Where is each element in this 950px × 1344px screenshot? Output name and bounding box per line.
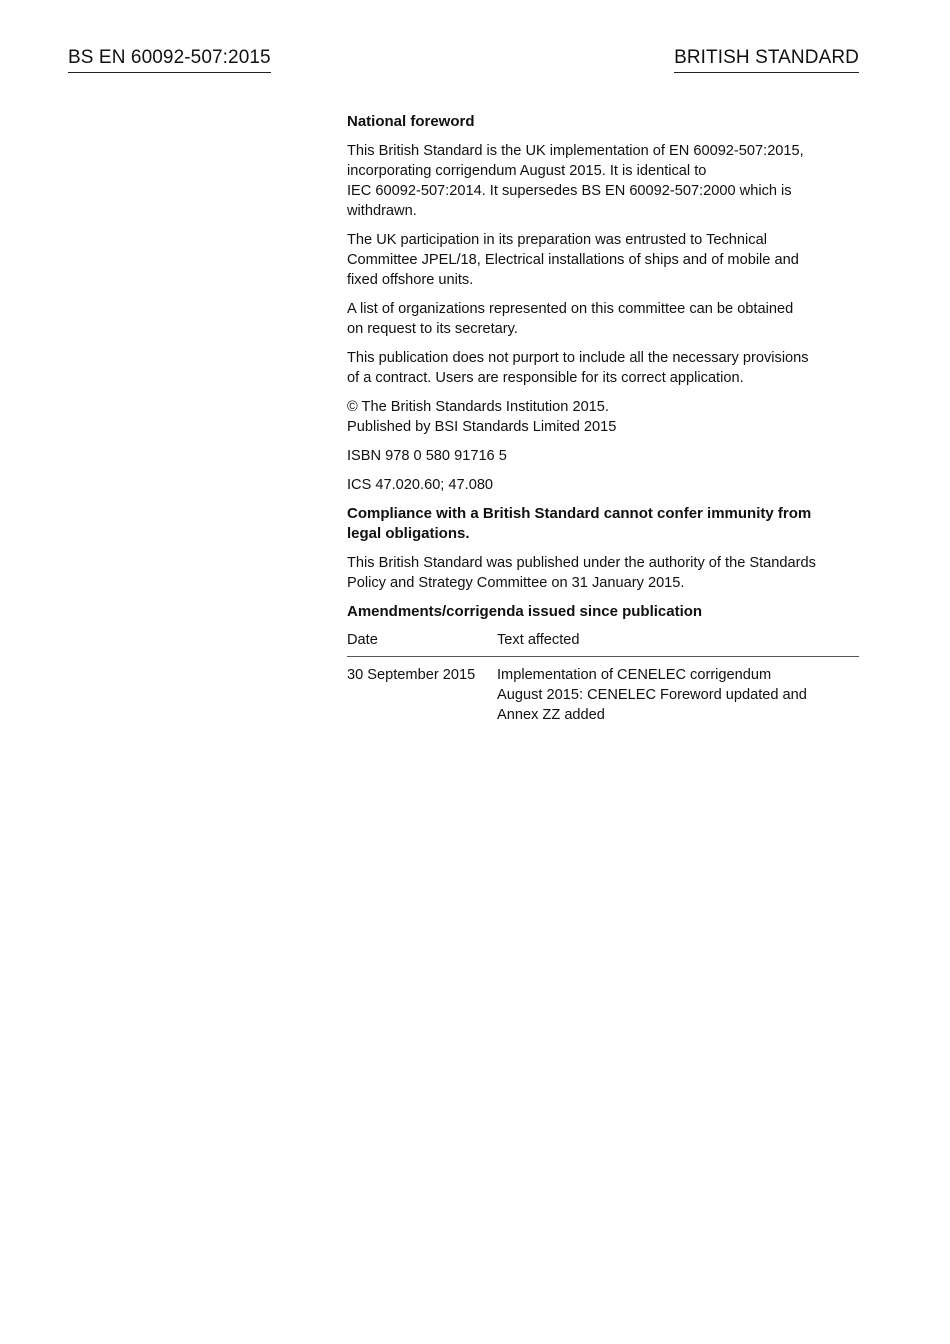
amendments-title: Amendments/corrigenda issued since publication bbox=[347, 603, 703, 620]
date-column-header: Date bbox=[347, 630, 497, 657]
amendments-table bbox=[347, 630, 859, 725]
foreword-title: National foreword bbox=[347, 113, 475, 130]
isbn: ISBN 978 0 580 91716 5 bbox=[347, 448, 507, 464]
amendment-date: 30 September 2015 bbox=[347, 667, 476, 683]
amendment-text: Implementation of CENELEC corrigendum August 2015: CENELEC Foreword updated and Annex ZZ added bbox=[497, 667, 807, 723]
compliance-notice: Compliance with a British Standard cannot confer immunity from legal obligations. bbox=[347, 505, 812, 542]
table-header-row bbox=[347, 630, 859, 657]
standard-label: BRITISH STANDARD bbox=[674, 46, 859, 73]
copyright-paragraph: © The British Standards Institution 2015. Published by BSI Standards Limited 2015 bbox=[347, 399, 617, 435]
text-affected-column-header: Text affected bbox=[497, 630, 859, 657]
provisions-paragraph: This publication does not purport to include all the necessary provisions of a contract. Users are responsible for its correct application. bbox=[347, 350, 809, 386]
participation-paragraph: The UK participation in its preparation was entrusted to Technical Committee JPEL/18, Electrical installations of ships and of mobile and fixed offshore units. bbox=[347, 232, 799, 288]
national-foreword bbox=[347, 112, 859, 725]
implementation-paragraph: This British Standard is the UK implementation of EN 60092-507:2015, incorporating corrigendum August 2015. It is identical to IEC 60092-507:2014. It supersedes BS EN 60092-507:2000 which is withdrawn. bbox=[347, 143, 804, 219]
ics: ICS 47.020.60; 47.080 bbox=[347, 477, 494, 493]
organizations-paragraph: A list of organizations represented on this committee can be obtained on request to its secretary. bbox=[347, 301, 794, 337]
authority-paragraph: This British Standard was published under the authority of the Standards Policy and Strategy Committee on 31 January 2015. bbox=[347, 555, 816, 591]
table-row bbox=[347, 657, 859, 726]
document-id: BS EN 60092-507:2015 bbox=[68, 46, 271, 73]
